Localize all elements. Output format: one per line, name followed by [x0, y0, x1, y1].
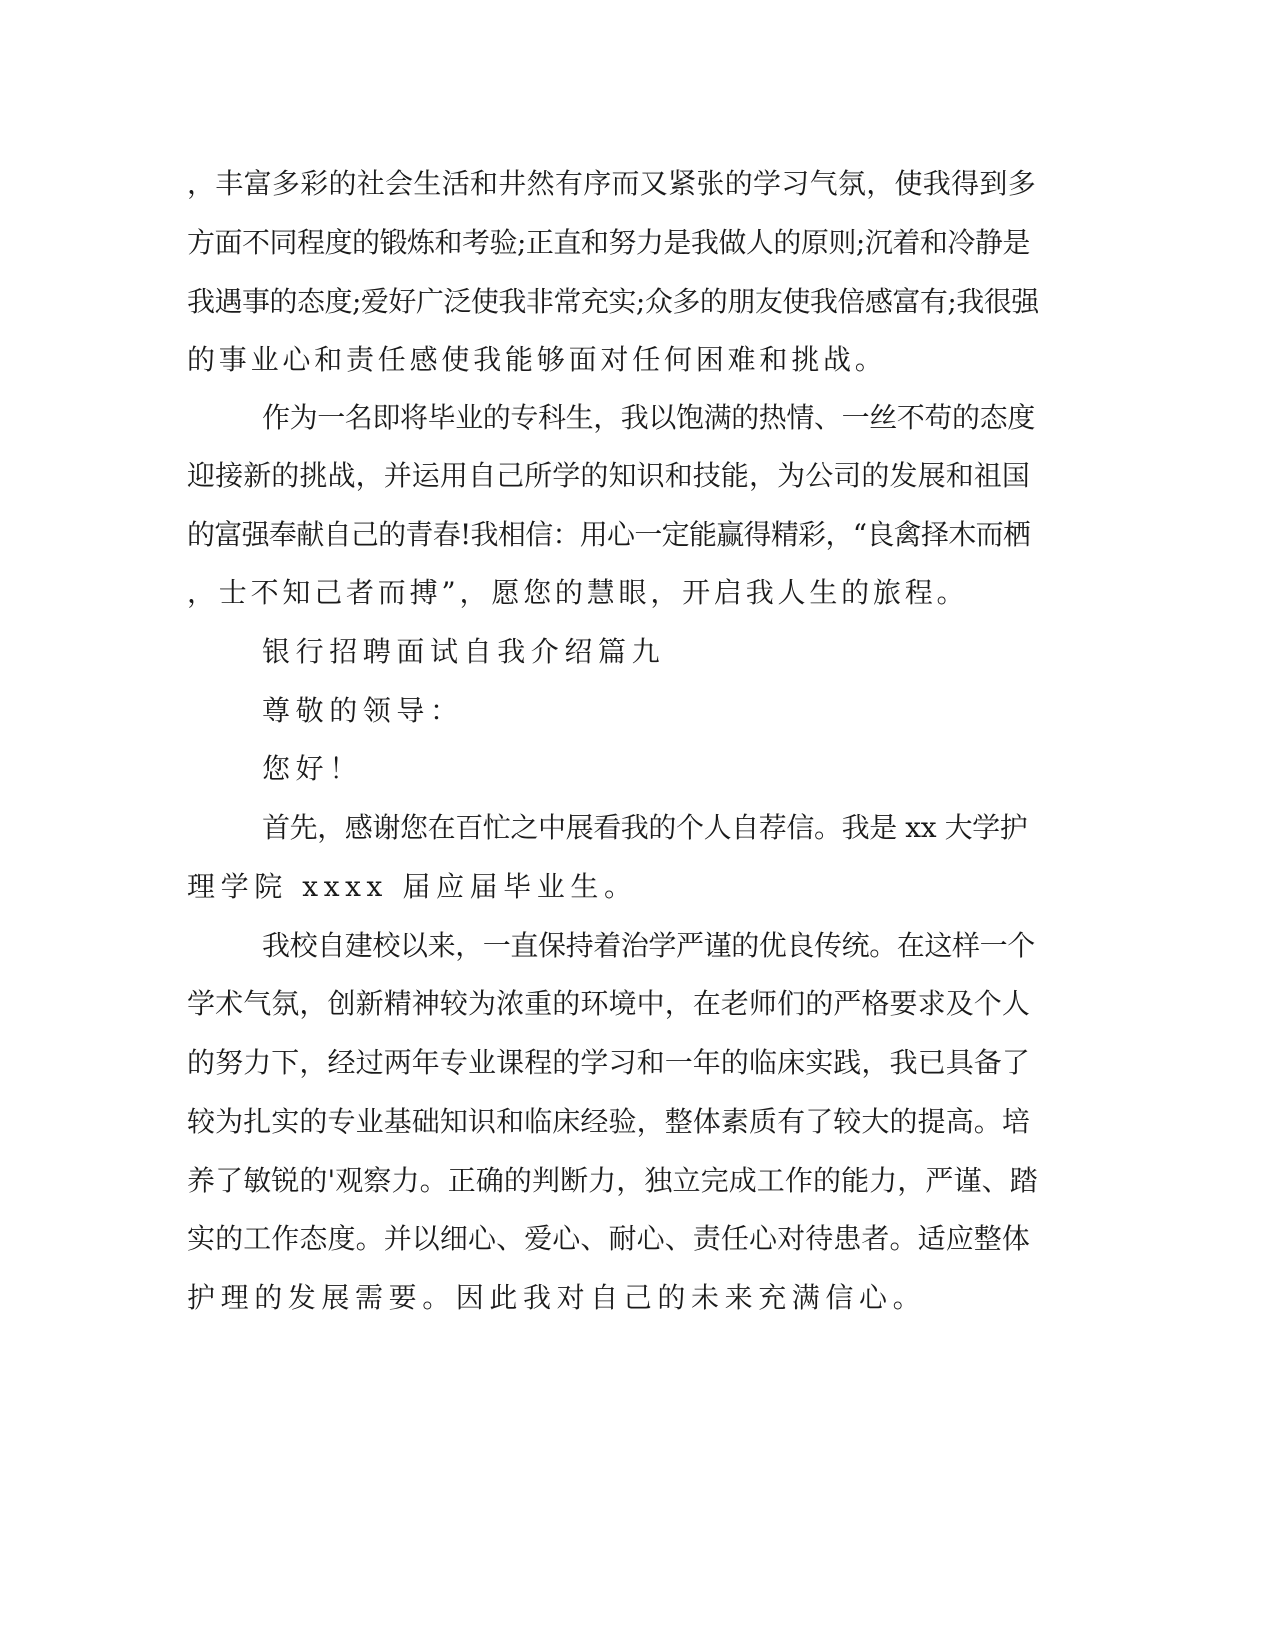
- text-line: 的富强奉献自己的青春!我相信：用心一定能赢得精彩，“良禽择木而栖: [187, 518, 1031, 551]
- text-line: 的事业心和责任感使我能够面对任何困难和挑战。: [187, 343, 887, 376]
- text-line: 较为扎实的专业基础知识和临床经验，整体素质有了较大的提高。培: [187, 1105, 1031, 1138]
- text-line: 学术气氛，创新精神较为浓重的环境中，在老师们的严格要求及个人: [187, 987, 1031, 1020]
- text-line: 方面不同程度的锻炼和考验;正直和努力是我做人的原则;沉着和冷静是: [187, 226, 1030, 259]
- text-line: 作为一名即将毕业的专科生，我以饱满的热情、一丝不苟的态度: [262, 401, 1035, 434]
- text-line: 理学院 xxxx 届应届毕业生。: [187, 870, 638, 903]
- text-line: 实的工作态度。并以细心、爱心、耐心、责任心对待患者。适应整体: [187, 1222, 1031, 1255]
- salutation: 尊敬的领导：: [262, 694, 464, 727]
- text-line: ，士不知己者而搏”，愿您的慧眼，开启我人生的旅程。: [187, 576, 969, 609]
- greeting: 您好！: [262, 752, 363, 785]
- text-line: 的努力下，经过两年专业课程的学习和一年的临床实践，我已具备了: [187, 1046, 1031, 1079]
- text-line: 护理的发展需要。因此我对自己的未来充满信心。: [187, 1281, 927, 1314]
- text-line: 首先，感谢您在百忙之中展看我的个人自荐信。我是 xx 大学护: [262, 811, 1028, 844]
- text-line: 迎接新的挑战，并运用自己所学的知识和技能，为公司的发展和祖国: [187, 459, 1031, 492]
- text-line: ，丰富多彩的社会生活和井然有序而又紧张的学习气氛，使我得到多: [187, 167, 1037, 200]
- section-heading: 银行招聘面试自我介绍篇九: [262, 635, 666, 668]
- text-line: 养了敏锐的'观察力。正确的判断力，独立完成工作的能力，严谨、踏: [187, 1164, 1038, 1197]
- text-line: 我遇事的态度;爱好广泛使我非常充实;众多的朋友使我倍感富有;我很强: [187, 285, 1039, 318]
- text-line: 我校自建校以来，一直保持着治学严谨的优良传统。在这样一个: [262, 929, 1035, 962]
